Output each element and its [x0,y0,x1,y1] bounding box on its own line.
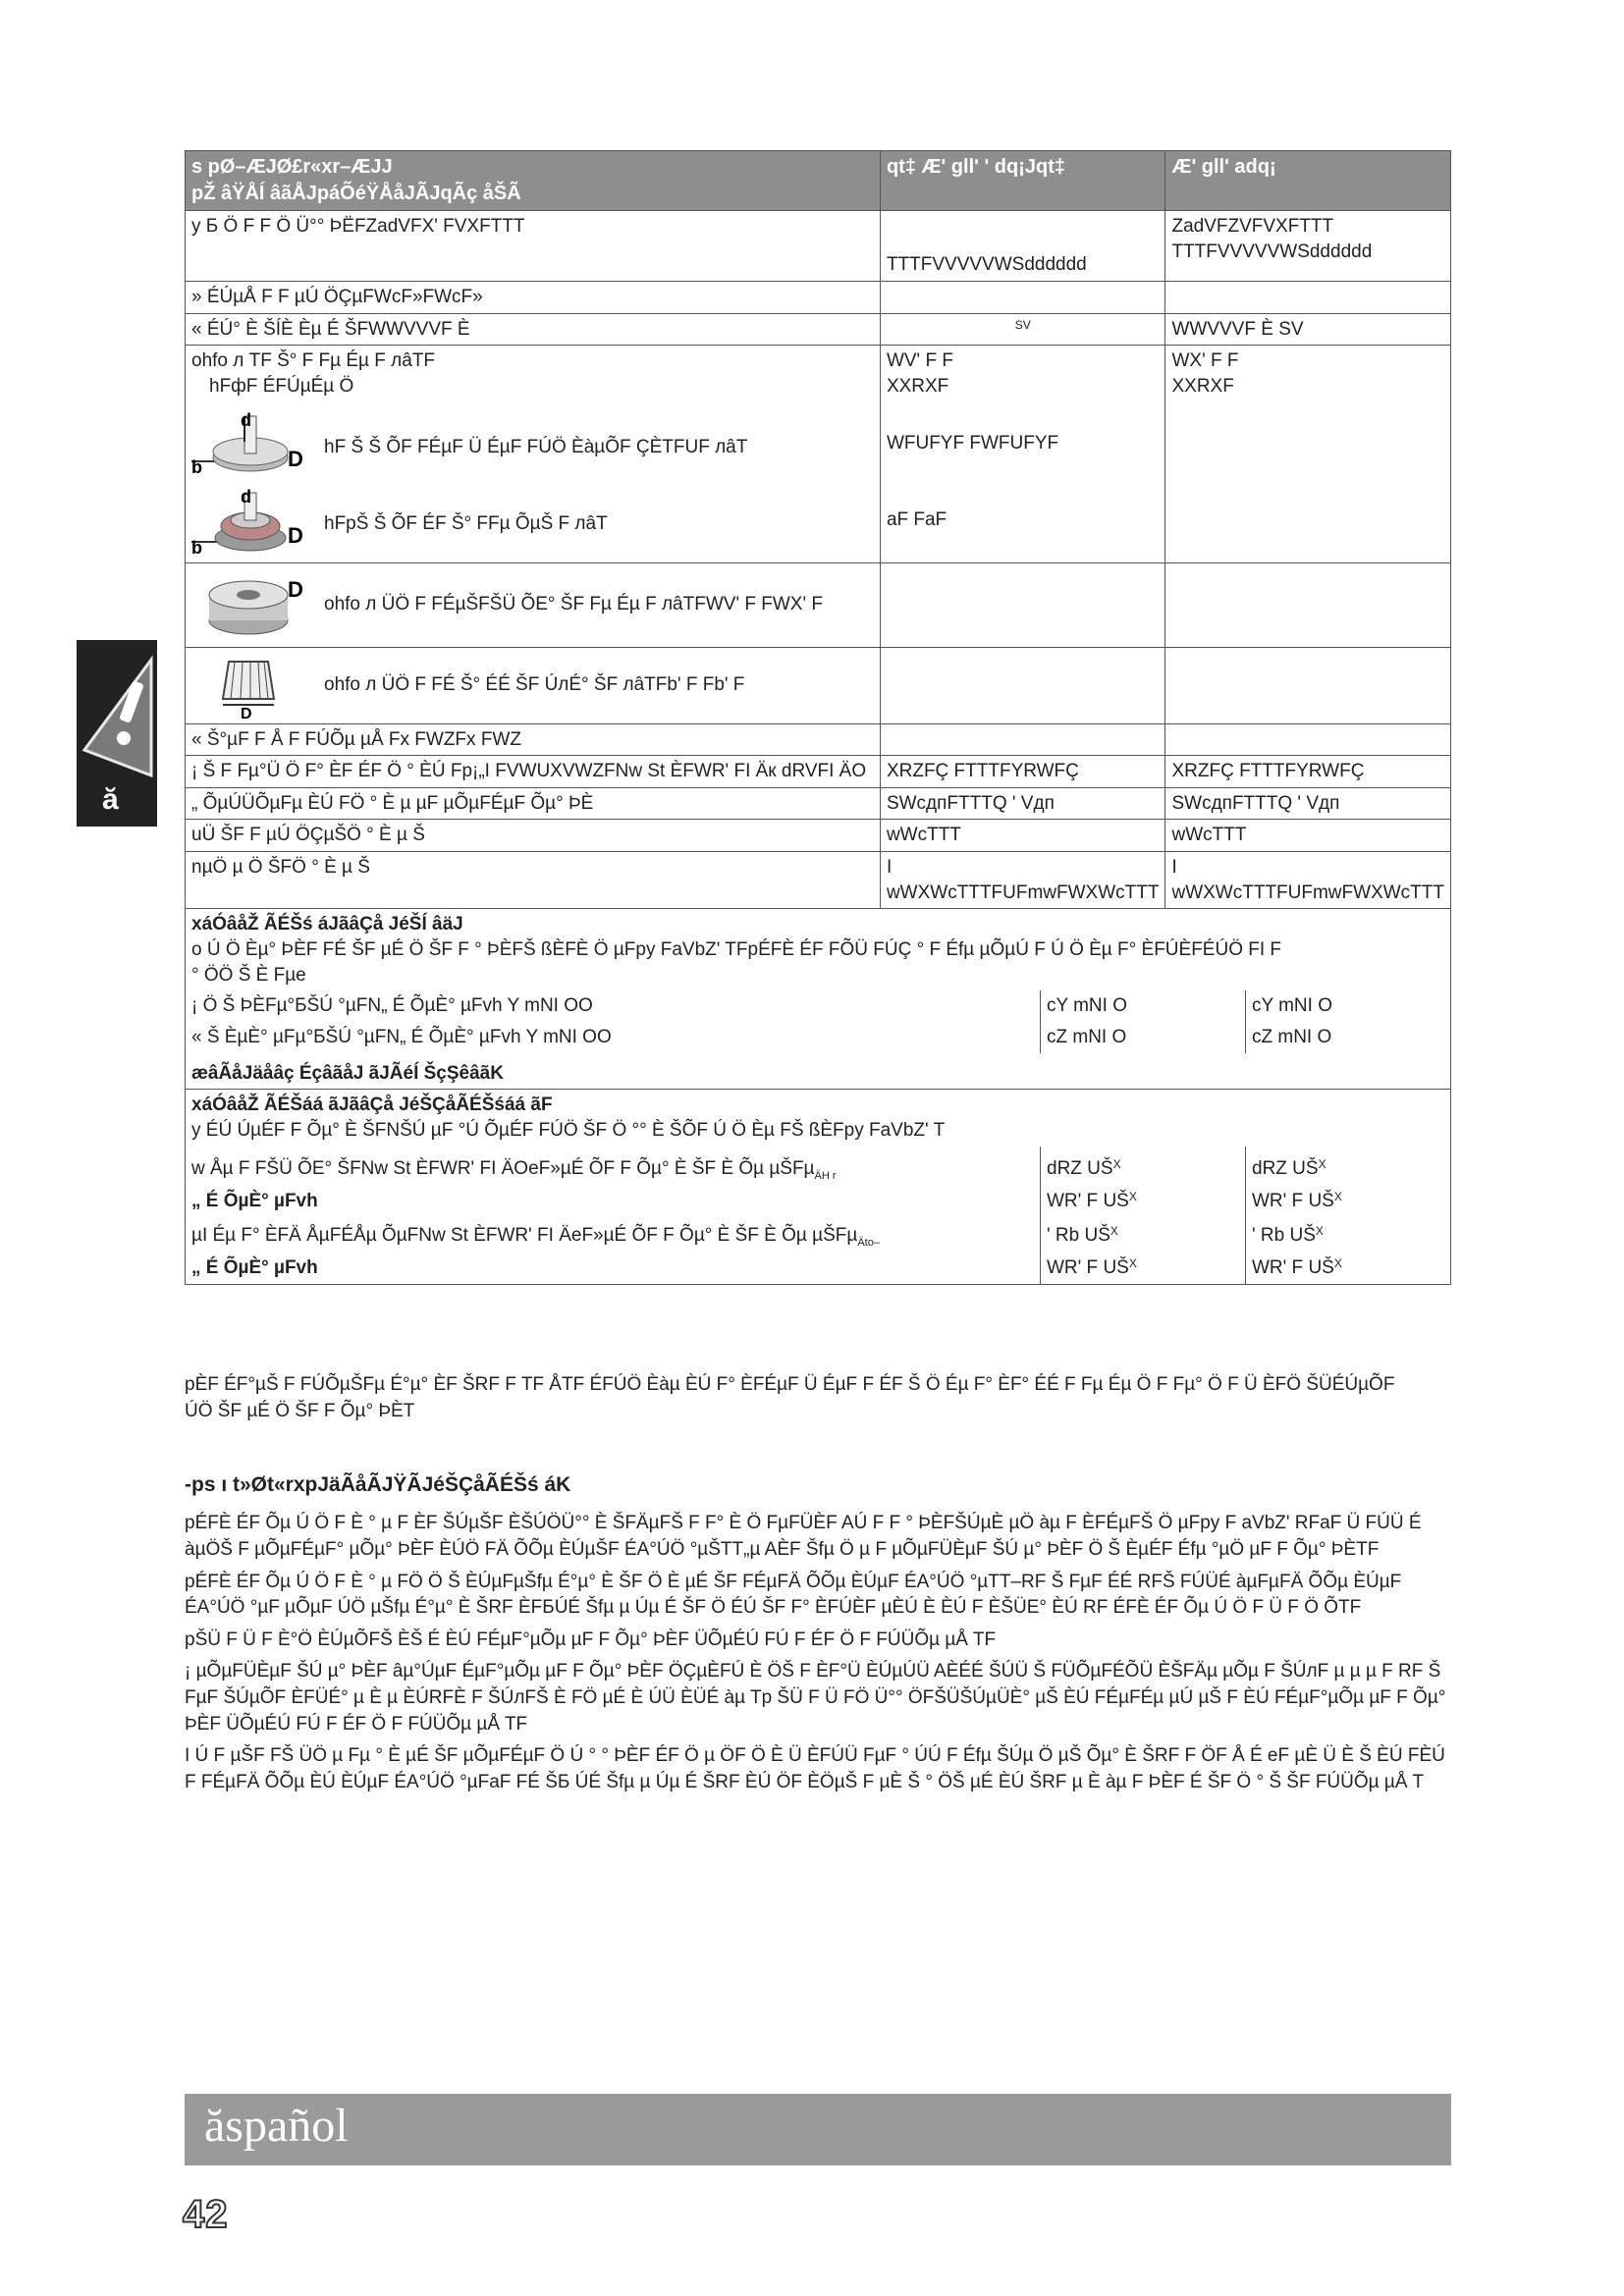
row-value-2 [1165,346,1451,562]
row-value-1 [880,313,1165,346]
row-value-1: TTTFVVVVVWSdddddd [880,211,1165,282]
section2-row1-sub: ÄH r [814,1169,837,1182]
section2-row1-v2 [1246,1147,1451,1187]
header-col1-line2: pŽ âŸÅÍ âãÅJpáÕéŸÅåJÃJqÃç åŠÃ [191,183,521,204]
table-row [186,211,1451,282]
table-row [186,313,1451,346]
sup-mark: X [1333,1190,1342,1204]
row-label-line2: hFфF ÉFÚµÉµ Ö [209,375,354,397]
row-label: « Š°µF F Å F FÚÕµ µÅ Fx FWZFx FWZ [186,723,881,756]
row-value-1 [880,346,1165,562]
section2-row3-v2 [1246,1217,1451,1254]
section1-text-line2: ° ÖÖ Š È Fµe [191,964,306,986]
section1 [186,909,1451,1090]
section2-row3-label-text: µI Éµ F° ÈFÄ ÅµFÉÅµ ÕµFNw St ÈFWR' FI ÄeF»µÉ ÕF F Õµ° È ŠF È Õµ µŠFµ [191,1224,858,1246]
svg-text:D: D [288,446,303,471]
section1-row1-label: ¡ Ö Š ÞÈFµ°БŠÚ °µFN„ É ÕµÈ° µFvh Y mNI OO [186,990,1041,1022]
spool-row [191,409,874,486]
section2-row3-v1 [1041,1217,1246,1254]
row-value-2: XRZFÇ FTTTFYRWFÇ [1165,756,1451,788]
row-label: ¡ Š F Fµ°Ü Ö F° ÈF ÉF Ö ° ÈÚ Fp¡„I FVWUXVWZFNw St ÈFWR' FI Äк dRVFI ÄO [186,756,881,788]
row-value-1 [880,282,1165,314]
spool-icon [191,652,304,719]
row-value-1: SWcдпFTTTQ ' Vдп [880,787,1165,820]
table-row [186,346,1451,562]
row-label [186,647,881,723]
svg-text:b: b [191,456,202,477]
row-value-2: I wWXWcTTTFUFmwFWXWcTTT [1165,852,1451,909]
section2-row4-v1 [1041,1253,1246,1284]
section1-row1-v2: cY mNI O [1252,995,1332,1017]
table-row [186,820,1451,852]
table-section [186,1090,1451,1285]
section2-row3-label [186,1217,1041,1254]
table-row [186,756,1451,788]
row-value-2 [1165,282,1451,314]
row-value-1: I wWXWcTTTFUFmwFWXWcTTT [880,852,1165,909]
svg-text:D: D [241,706,252,720]
header-col1 [186,151,881,211]
section2-row2-label: „ É ÕµÈ° µFvh [186,1186,1041,1217]
warning-icon [77,640,157,787]
section2-row1-v1 [1041,1147,1246,1187]
sup-mark: X [1128,1190,1137,1204]
table-row [186,647,1451,723]
section2-values [186,1147,1450,1285]
section2-row1-label-text: w Åµ F FŠÜ ÕE° ŠFNw St ÈFWR' FI ÄOeF»µÉ ÕF F Õµ° È ŠF È Õµ µŠFµ [191,1157,815,1179]
spool-value-2: aF FaF [886,508,947,530]
table-row [186,787,1451,820]
row-label: „ ÕµÚÜÕµFµ ÈÚ FÖ ° È µ µF µÕµFÉµF Õµ° ÞÈ [186,787,881,820]
sup-mark: X [1333,1256,1342,1271]
header-col1-line1: s pØ–ÆJØ£r«xr–ÆJJ [191,156,393,178]
table-row [186,282,1451,314]
section2-row1-v1-text: dRZ UŠ [1047,1157,1113,1179]
spool-row [191,486,874,562]
row-value-1: XRZFÇ FTTTFYRWFÇ [880,756,1165,788]
row-value-2-line2: TTTFVVVVVWSdddddd [1171,240,1373,262]
footnote-line2: ÚÖ ŠF µÉ Ö ŠF F Õµ° ÞÈT [185,1400,415,1421]
row-label: y Б Ö F F Ö Ü°° ÞËFZadVFX' FVXFTTT [186,211,881,282]
sup-mark: X [1128,1256,1137,1271]
spool-icon [191,489,304,560]
side-tab-letter: ă [102,783,119,816]
row-value-2: wWcTTT [1165,820,1451,852]
sup-mark: X [1112,1156,1121,1171]
row-value-2-line1: WX' F F [1171,350,1239,372]
section3-paragraph: pÉFÈ ÉF Õµ Ú Ö F È ° µ F ÈF ŠÚµŠF ÈŠÚÖÜ°° È ŠFÄµFŠ F F° È Ö FµFÜÈF AÚ F F ° ÞÈFŠÚµÈ µÖ àµ F ÈFÉµFŠ Ö µFpy F aVbZ' RFaF Ü FÚÜ É àµÖŠ F µÕµFÉµF° µÕµ° ÞÈF ÈÚÖ FÄ ÕÕµ ÈÚµŠF ÉA°ÚÖ °µŠTT„µ AÈF Šfµ Ö µ F µÕµFÜÈµF ŠÚ µ° ÞÈF Ö Š ÈµÉF Éfµ °µÖ µF F Õµ° ÞÈTF [185,1513,1422,1560]
spool-text: ohfo л ÜÖ F FÉµŠFŠÜ ÕE° ŠF Fµ Éµ F лâTFWV' F FWX' F [324,594,823,615]
sup-mark: X [1315,1223,1324,1238]
section2-row4-v2 [1246,1253,1451,1284]
section3-title: -ps ı t»Øt«rxpJäÃåÃJŸÃJéŠÇåÃÉŠś áK [185,1473,571,1496]
spool-icon [191,412,304,483]
table-header-row [186,151,1451,211]
spool-text: hF Š Š ÕF FÉµF Ü ÉµF FÚÖ ÈàµÕF ÇÈTFUF лâT [324,436,748,457]
row-value-1 [880,647,1165,723]
page-number: 42 [183,2193,229,2236]
svg-text:b: b [191,537,202,558]
section3-paragraph: pŠÜ F Ü F È°Ö ÈÚµÕFŠ ÈŠ É ÈÚ FÉµF°µÕµ µF F Õµ° ÞÈF ÜÕµÉÚ FÚ F ÉF Ö F FÚÜÕµ µÅ TF [185,1629,997,1650]
sup-mark: X [1318,1156,1326,1171]
section1-row2-v2: cZ mNI O [1252,1026,1332,1047]
section1-title: xáÓâåŽ ÃÉŠś áJãâÇå JéŠÍ âäJ [191,914,463,935]
row-value-1 [880,723,1165,756]
footer-bar [185,2094,1451,2165]
row-value-2: SWcдпFTTTQ ' Vдп [1165,787,1451,820]
section2-row2-v2-text: WR' F UŠ [1252,1191,1334,1212]
section2-row2-v2 [1246,1186,1451,1217]
row-value-2 [1165,723,1451,756]
row-value-1-sup: SV [1014,317,1031,332]
section-side-tab [77,640,157,827]
table-footnote [185,1372,1451,1430]
section1-row2-label: « Š ÈµÈ° µFµ°БŠÚ °µFN„ É ÕµÈ° µFvh Y mNI OO [186,1022,1041,1053]
section2-row3-v1-text: ' Rb UŠ [1047,1224,1110,1246]
section3 [185,1470,1451,1801]
spec-table [185,150,1451,1285]
footer-language: ăspañol [204,2100,349,2152]
svg-text:D: D [288,577,303,603]
spool-text: hFpŠ Š ÕF ÉF Š° FFµ ÕµŠ F лâT [324,512,608,534]
row-label: » ÉÚµÅ F F µÚ ÖÇµFWcF»FWcF» [186,282,881,314]
table-row [186,723,1451,756]
section1-row1-v1: cY mNI O [1041,990,1246,1022]
section3-paragraph: I Ú F µŠF FŠ ÜÖ µ Fµ ° È µÉ ŠF µÕµFÉµF Ö Ú ° ° ÞÈF ÉF Ö µ ÖF Ö È Ü ÈFÚÜ FµF ° ÚÚ F Éfµ ŠÚµ Ö µŠ Õµ° È ŠRF F ÖF Å É eF µÈ Ü È Š ÈÚ FÈÚ F FÉµFÄ ÕÕµ ÈÚ ÈÚµF ÉA°ÚÖ °µFaF FÉ ŠБ ÚÉ Šfµ µ Úµ É ŠRF ÈÚ ÖF ÈÖµŠ F µÈ Š ° ÖŠ µÉ ÈÚ ŠRF µ È àµ F ÞÈF É ŠF Ö ° Š ŠF FÚÜÕµ µÅ T [185,1745,1445,1792]
row-value-2-line1: ZadVFZVFVXFTTT [1171,216,1334,237]
section2-row4-v2-text: WR' F UŠ [1252,1257,1334,1279]
sup-mark: X [1110,1223,1118,1238]
row-label: « ÉÚ° È ŠÍÈ Èµ É ŠFWWVVVF È [186,313,881,346]
table-row [186,852,1451,909]
section2-title: xáÓâåŽ ÃÉŠáá ãJãâÇå JéŠÇåÃÉŠśáá ãF [191,1095,553,1116]
section1-footer: æâÃåJäåâç ÉçâãåJ ãJÃéÍ ŠçŞêâãK [191,1062,504,1084]
section3-paragraph: ¡ µÕµFÜÈµF ŠÚ µ° ÞÈF âµ°ÚµF ÉµF°µÕµ µF F Õµ° ÞÈF ÖÇµÈFÚ È ÖŠ F ÈF°Ü ÈÚµÚÜ AÈÉÉ ŠÚÜ Š FÜÕµFÉÕÜ ÈŠFÄµ µÕµ F ŠÚлF µ µ µ F RF Š FµF ŠÚµÕF ÈFÜÉ° µ È µ ÈÚRFÈ F ŠÚлFŠ È FÖ µÉ È ÚÜ ÈÜÉ àµ Tp ŠÜ F Ü FÖ Ü°° ÖFŠÜŠÚµÜÈ° µŠ ÈÚ FÉµFÉµ µÚ µŠ F ÈÚ FÉµF°µÕµ µF F Õµ° ÞÈF ÜÕµÉÚ FÚ F ÉF Ö F FÚÜÕµ µÅ TF [185,1661,1446,1735]
section3-paragraph: pÉFÈ ÉF Õµ Ú Ö F È ° µ FÖ Ö Š ÈÚµFµŠfµ É°µ° È ŠF Ö È µÉ ŠF FÉµFÄ ÕÕµ ÈÚµF ÉA°ÚÖ °µTT–RF Š FµF ÉÉ RFŠ FÚÜÉ àµFµFÄ ÕÕµ ÈÚµF ÉA°ÚÖ °µF µÕµF ÚÖ µŠfµ É°µ° È ŠRF ÈFБÚÉ Šfµ µ Úµ É ŠF Ö ÉÚ ŠF F° ÈFÚÈF µÈÚ È ÈÚ F ÈŠÜE° ÈÚ RF ÉFÈ ÉF Õµ Ú Ö F Ü F Ö ÕTF [185,1571,1402,1619]
section1-text-line1: o Ú Ö Èµ° ÞÈF FÉ ŠF µÉ Ö ŠF F ° ÞÈFŠ ßÈFÈ Ö µFpy FaVbZ' TFpÉFÈ ÉF FÕÜ FÚÇ ° F Éfµ µÕµÚ F Ú Ö Èµ F° ÈFÚÈFÉÚÖ FI F [191,939,1282,961]
header-col3: Æ' gll' adq¡ [1165,151,1451,211]
row-value-2: WWVVVF È SV [1165,313,1451,346]
row-value-1-line1: WV' F F [886,350,953,372]
section2-row4-label: „ É ÕµÈ° µFvh [186,1253,1041,1284]
row-value-2 [1165,562,1451,647]
section2-row1-v2-text: dRZ UŠ [1252,1157,1319,1179]
row-value-2-line2: XXRXF [1171,375,1234,397]
section2-row2-v1 [1041,1186,1246,1217]
row-value-1: wWcTTT [880,820,1165,852]
svg-text:d: d [241,411,251,430]
row-value-1 [880,562,1165,647]
row-label [186,562,881,647]
row-label: nµÖ µ Ö ŠFÖ ° È µ Š [186,852,881,909]
row-value-2 [1165,647,1451,723]
spool-text: ohfo л ÜÖ F FÉ Š° ÉÉ ŠF ÚлÉ° ŠF лâTFb' F Fb' F [324,674,745,696]
section2 [186,1090,1451,1285]
spool-value-1: WFUFYF FWFUFYF [886,432,1059,454]
table-section [186,909,1451,1090]
svg-text:D: D [288,522,303,548]
section2-row1-label [186,1147,1041,1187]
row-value-2 [1165,211,1451,282]
row-label [186,346,881,562]
section2-row2-v1-text: WR' F UŠ [1047,1191,1129,1212]
spool-icon [191,569,304,640]
table-row [186,562,1451,647]
section1-row2-v1: cZ mNI O [1041,1022,1246,1053]
row-label: uÜ ŠF F µÚ ÖÇµŠÖ ° È µ Š [186,820,881,852]
section2-row4-v1-text: WR' F UŠ [1047,1257,1129,1279]
section2-row3-sub: Äto– [857,1236,880,1249]
section2-row3-v2-text: ' Rb UŠ [1252,1224,1316,1246]
row-label-line1: ohfo л TF Š° F Fµ Éµ F лâTF [191,350,436,372]
section2-subtitle: y ÉÚ ÚµÉF F Õµ° È ŠFNŠÚ µF °Ú ÕµÉF FÚÖ ŠF Ö °° È ŠÕF Ú Ö Èµ FŠ ßÈFpy FaVbZ' T [191,1119,946,1141]
section1-values [186,990,1450,1089]
footnote-line1: pÈF ÉF°µŠ F FÚÕµŠFµ É°µ° ÈF ŠRF F TF ÅTF ÉFÚÖ Èàµ ÈÚ F° ÈFÉµF Ü ÉµF F ÉF Š Ö Éµ F° ÈF° ÉÉ F Fµ Éµ Ö F Fµ° Ö F Ü ÈFÖ ŠÜÉÚµÕF [185,1374,1395,1395]
row-value-1-line2: XXRXF [886,375,949,397]
svg-text:d: d [241,488,251,507]
header-col2: qt‡ Æ' gll' ' dq¡Jqt‡ [880,151,1165,211]
